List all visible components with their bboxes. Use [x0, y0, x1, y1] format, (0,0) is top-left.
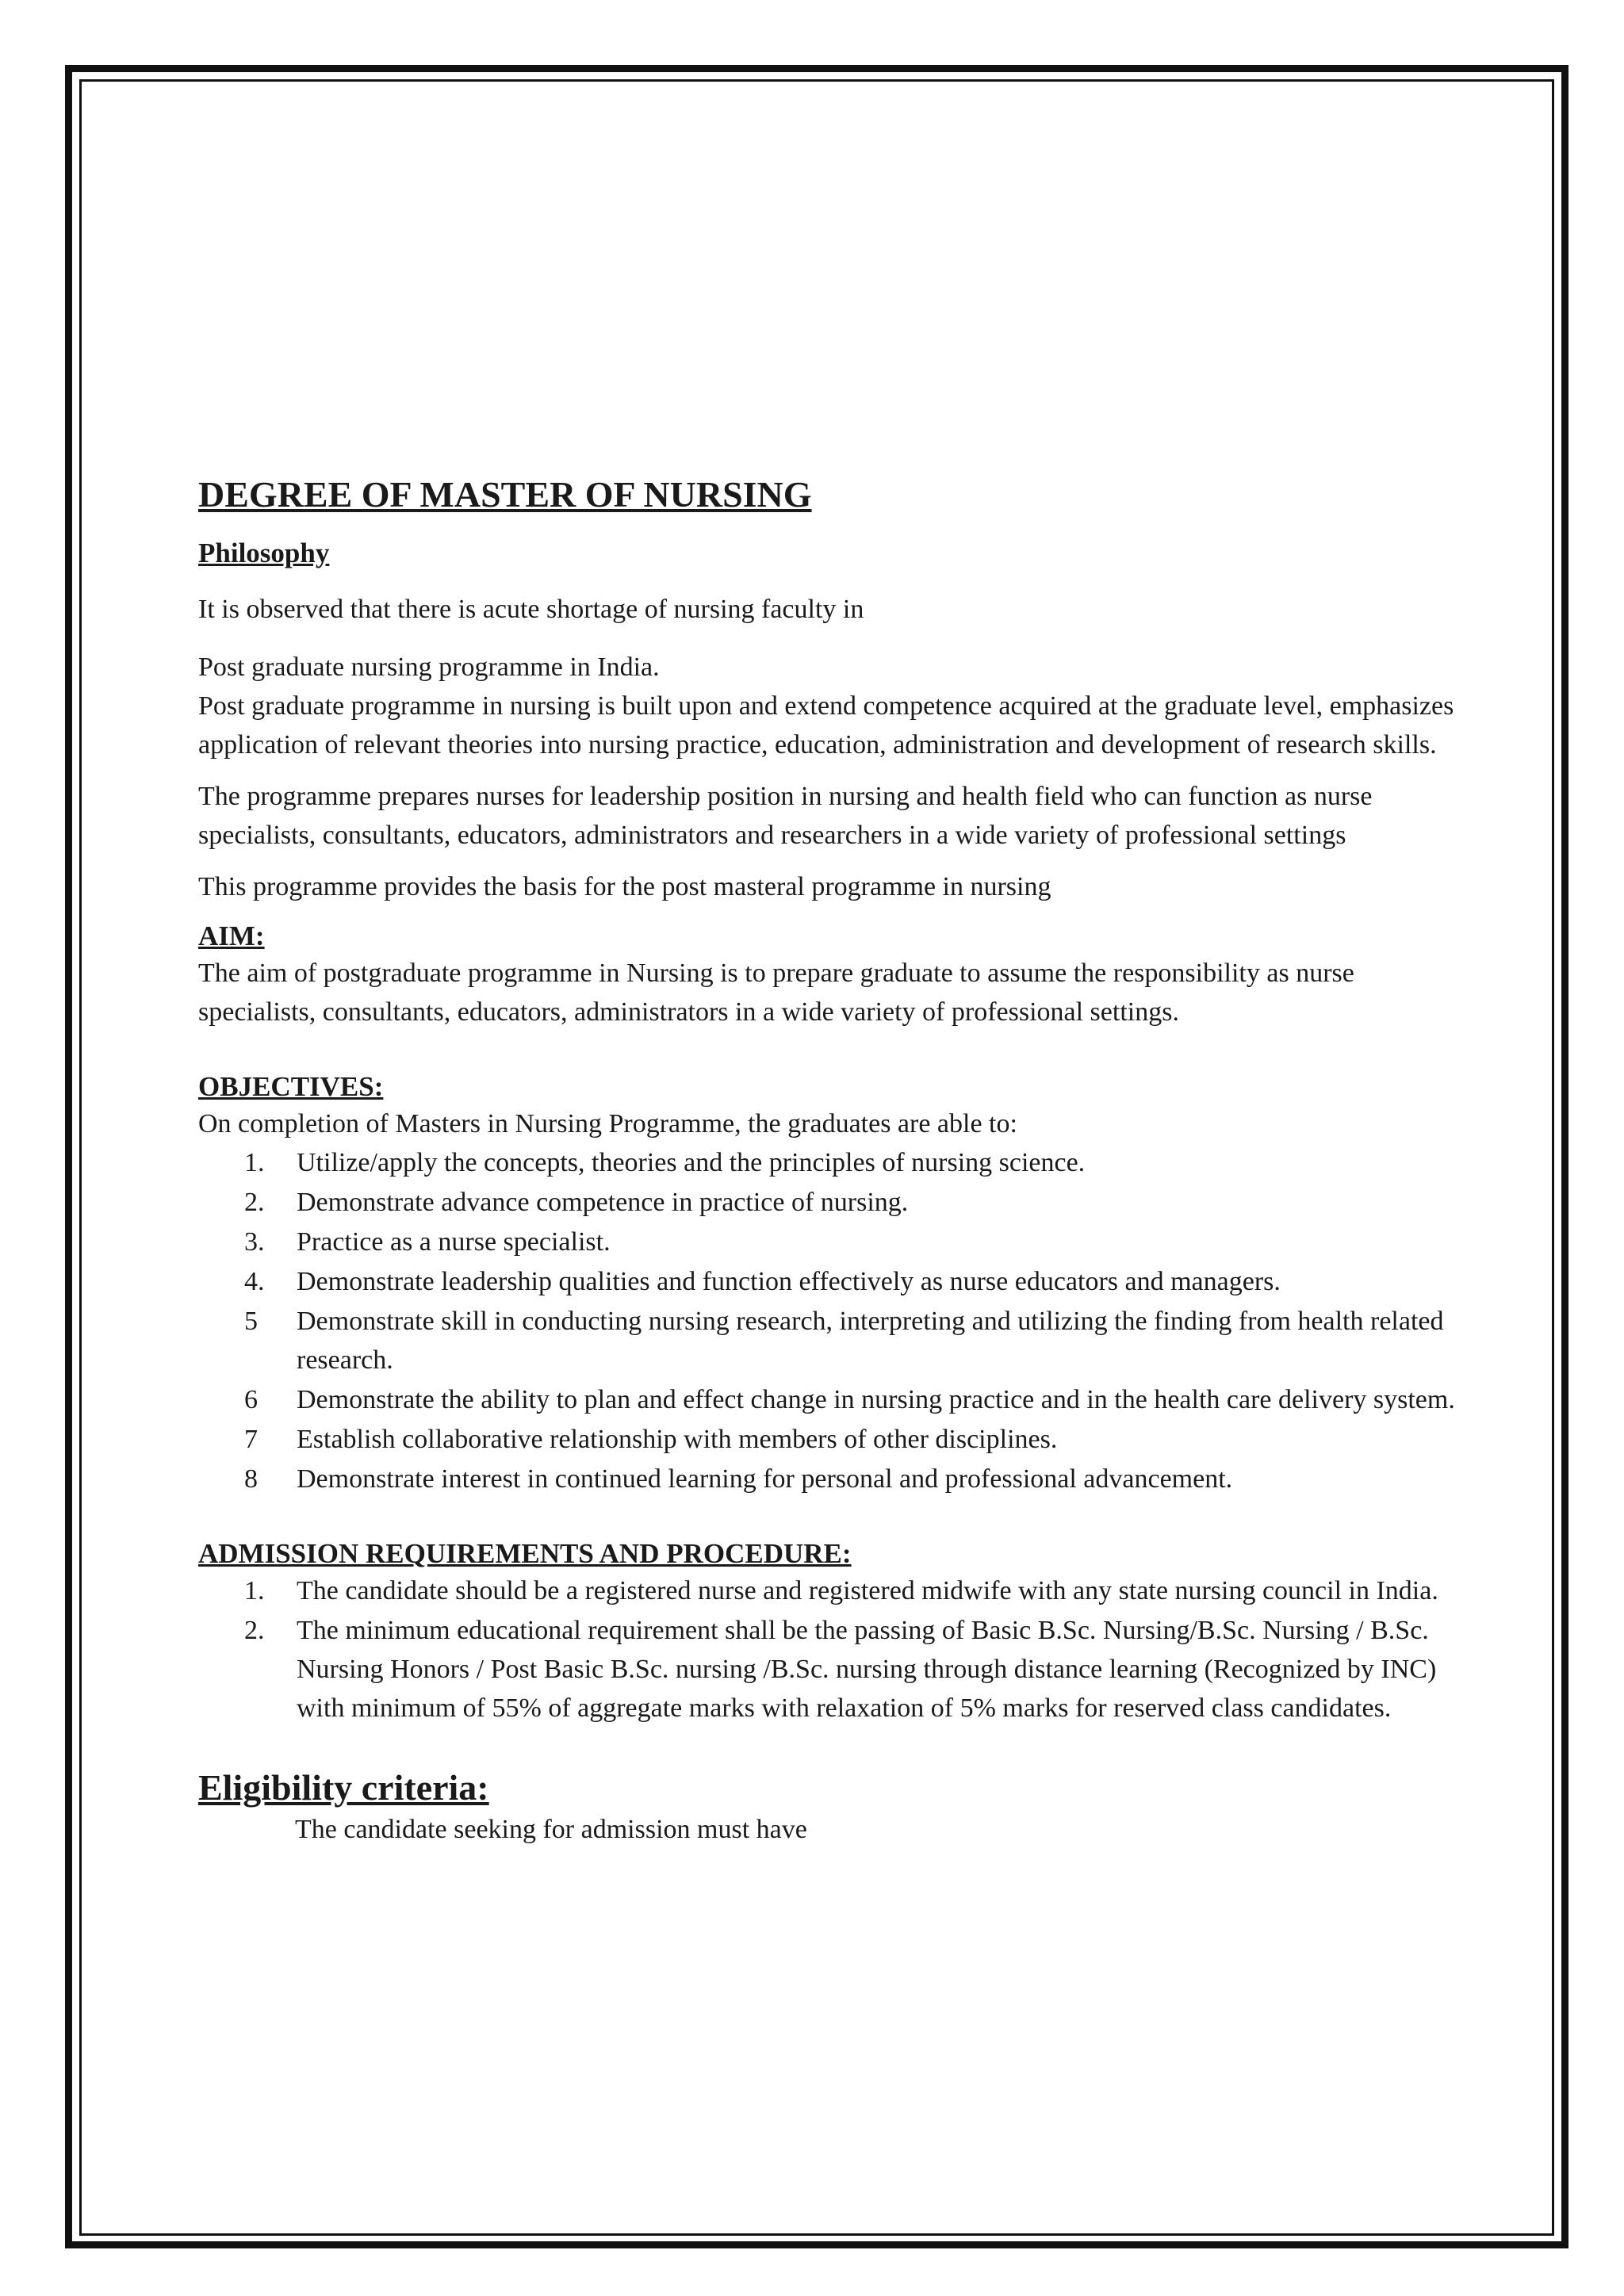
eligibility-heading: Eligibility criteria:: [198, 1767, 489, 1808]
list-item-number: 5: [244, 1307, 258, 1336]
list-item-text: Demonstrate leadership qualities and function effectively as nurse educators and managers.: [297, 1267, 1281, 1296]
list-item-text: Practice as a nurse specialist.: [297, 1227, 611, 1257]
admission-list: [198, 1571, 1459, 1728]
list-item-number: 6: [244, 1385, 258, 1414]
list-item-number: 1.: [244, 1148, 265, 1177]
list-item: [198, 1420, 1459, 1459]
objectives-list: [198, 1143, 1459, 1498]
list-item-text: Demonstrate the ability to plan and effect change in nursing practice and in the health care delivery system.: [297, 1385, 1455, 1414]
list-item-text: The minimum educational requirement shall be the passing of Basic B.Sc. Nursing/B.Sc. Nursing / B.Sc. Nursing Honors / Post Basic B.Sc. nursing /B.Sc. nursing through distance learning (Recognized by INC) with minimum of 55% of aggregate marks with relaxation of 5% marks for reserved class candidates.: [297, 1616, 1437, 1723]
list-item-text: Establish collaborative relationship with members of other disciplines.: [297, 1425, 1058, 1454]
eligibility-text: The candidate seeking for admission must have: [295, 1815, 807, 1844]
list-item: [198, 1262, 1459, 1301]
philosophy-paragraph-2a: Post graduate nursing programme in India.: [198, 652, 660, 682]
philosophy-paragraph-2b: Post graduate programme in nursing is built upon and extend competence acquired at the graduate level, emphasizes application of relevant theories into nursing practice, education, administration and development of research skills.: [198, 691, 1454, 760]
philosophy-paragraph-4: This programme provides the basis for the post masteral programme in nursing: [198, 872, 1051, 901]
list-item-text: Utilize/apply the concepts, theories and the principles of nursing science.: [297, 1148, 1086, 1177]
admission-heading: ADMISSION REQUIREMENTS AND PROCEDURE:: [198, 1538, 852, 1569]
list-item: [198, 1571, 1459, 1610]
list-item-number: 7: [244, 1425, 258, 1454]
list-item: [198, 1143, 1459, 1182]
list-item: [198, 1611, 1459, 1728]
list-item-text: The candidate should be a registered nurse and registered midwife with any state nursing council in India.: [297, 1576, 1438, 1605]
page-title: DEGREE OF MASTER OF NURSING: [198, 474, 812, 515]
document-body: [198, 473, 1459, 1849]
list-item-text: Demonstrate skill in conducting nursing research, interpreting and utilizing the finding from health related research.: [297, 1307, 1444, 1375]
list-item: [198, 1223, 1459, 1261]
aim-heading: AIM:: [198, 920, 265, 951]
list-item-text: Demonstrate interest in continued learning for personal and professional advancement.: [297, 1464, 1233, 1494]
list-item: [198, 1302, 1459, 1380]
objectives-intro: On completion of Masters in Nursing Programme, the graduates are able to:: [198, 1109, 1017, 1138]
list-item-number: 4.: [244, 1267, 265, 1296]
list-item-number: 8: [244, 1464, 258, 1494]
philosophy-paragraph-3: The programme prepares nurses for leadership position in nursing and health field who can function as nurse specialists, consultants, educators, administrators and researchers in a wide variety of professional settings: [198, 782, 1373, 850]
list-item-number: 3.: [244, 1227, 265, 1257]
aim-text: The aim of postgraduate programme in Nursing is to prepare graduate to assume the responsibility as nurse specialists, consultants, educators, administrators in a wide variety of professional settings.: [198, 959, 1354, 1027]
list-item-number: 2.: [244, 1616, 265, 1645]
list-item: [198, 1183, 1459, 1222]
list-item-number: 1.: [244, 1576, 265, 1605]
philosophy-heading: Philosophy: [198, 538, 330, 568]
list-item-text: Demonstrate advance competence in practice of nursing.: [297, 1188, 909, 1217]
list-item: [198, 1460, 1459, 1498]
list-item-number: 2.: [244, 1188, 265, 1217]
objectives-heading: OBJECTIVES:: [198, 1071, 384, 1102]
philosophy-paragraph-1: It is observed that there is acute shortage of nursing faculty in: [198, 595, 864, 624]
list-item: [198, 1380, 1459, 1419]
